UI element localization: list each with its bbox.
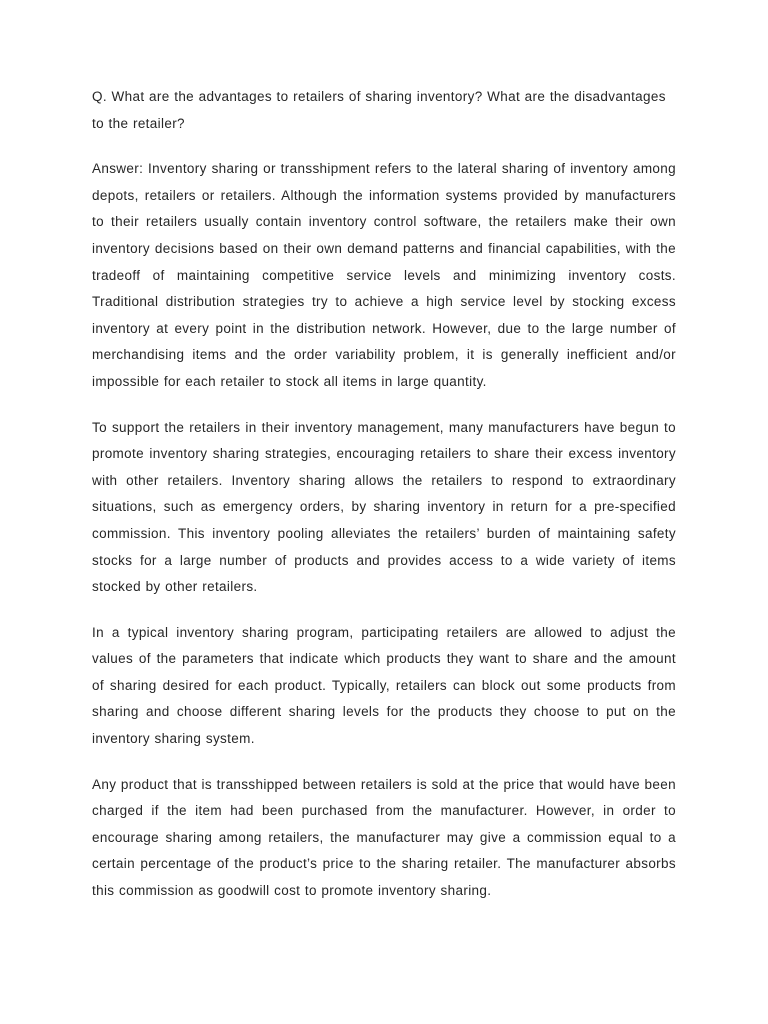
support-paragraph: To support the retailers in their inventory management, many manufacturers have begun to promote inventory sharing strategies, encouraging retailers to share their excess inventory with other retailers. Inventory sharing allows the retailers to respond to extraordinary situations, such as emergency orders, by sharing inventory in return for a pre-specified commission. This inventory pooling alleviates the retailers’ burden of maintaining safety stocks for a large number of products and provides access to a wide variety of items stocked by other retailers.: [92, 419, 676, 595]
question-text: Q. What are the advantages to retailers of sharing inventory? What are the disadvantages to the retailer?: [92, 89, 666, 131]
pricing-paragraph: Any product that is transshipped between retailers is sold at the price that would have been charged if the item had been purchased from the manufacturer. However, in order to encourage sharing among retailers, the manufacturer may give a commission equal to a certain percentage of the product’s price to the sharing retailer. The manufacturer absorbs this commission as goodwill cost to promote inventory sharing.: [92, 776, 676, 899]
program-paragraph: In a typical inventory sharing program, participating retailers are allowed to adjust the values of the parameters that indicate which products they want to share and the amount of sharing desired for each product. Typically, retailers can block out some products from sharing and choose different sharing levels for the products they choose to put on the inventory sharing system.: [92, 624, 676, 747]
answer-paragraph: Answer: Inventory sharing or transshipment refers to the lateral sharing of inventory among depots, retailers or retailers. Although the information systems provided by manufacturers to their retailers usually contain inventory control software, the retailers make their own inventory decisions based on their own demand patterns and financial capabilities, with the tradeoff of maintaining competitive service levels and minimizing inventory costs. Traditional distribution strategies try to achieve a high service level by stocking excess inventory at every point in the distribution network. However, due to the large number of merchandising items and the order variability problem, it is generally inefficient and/or impossible for each retailer to stock all items in large quantity.: [92, 161, 676, 389]
